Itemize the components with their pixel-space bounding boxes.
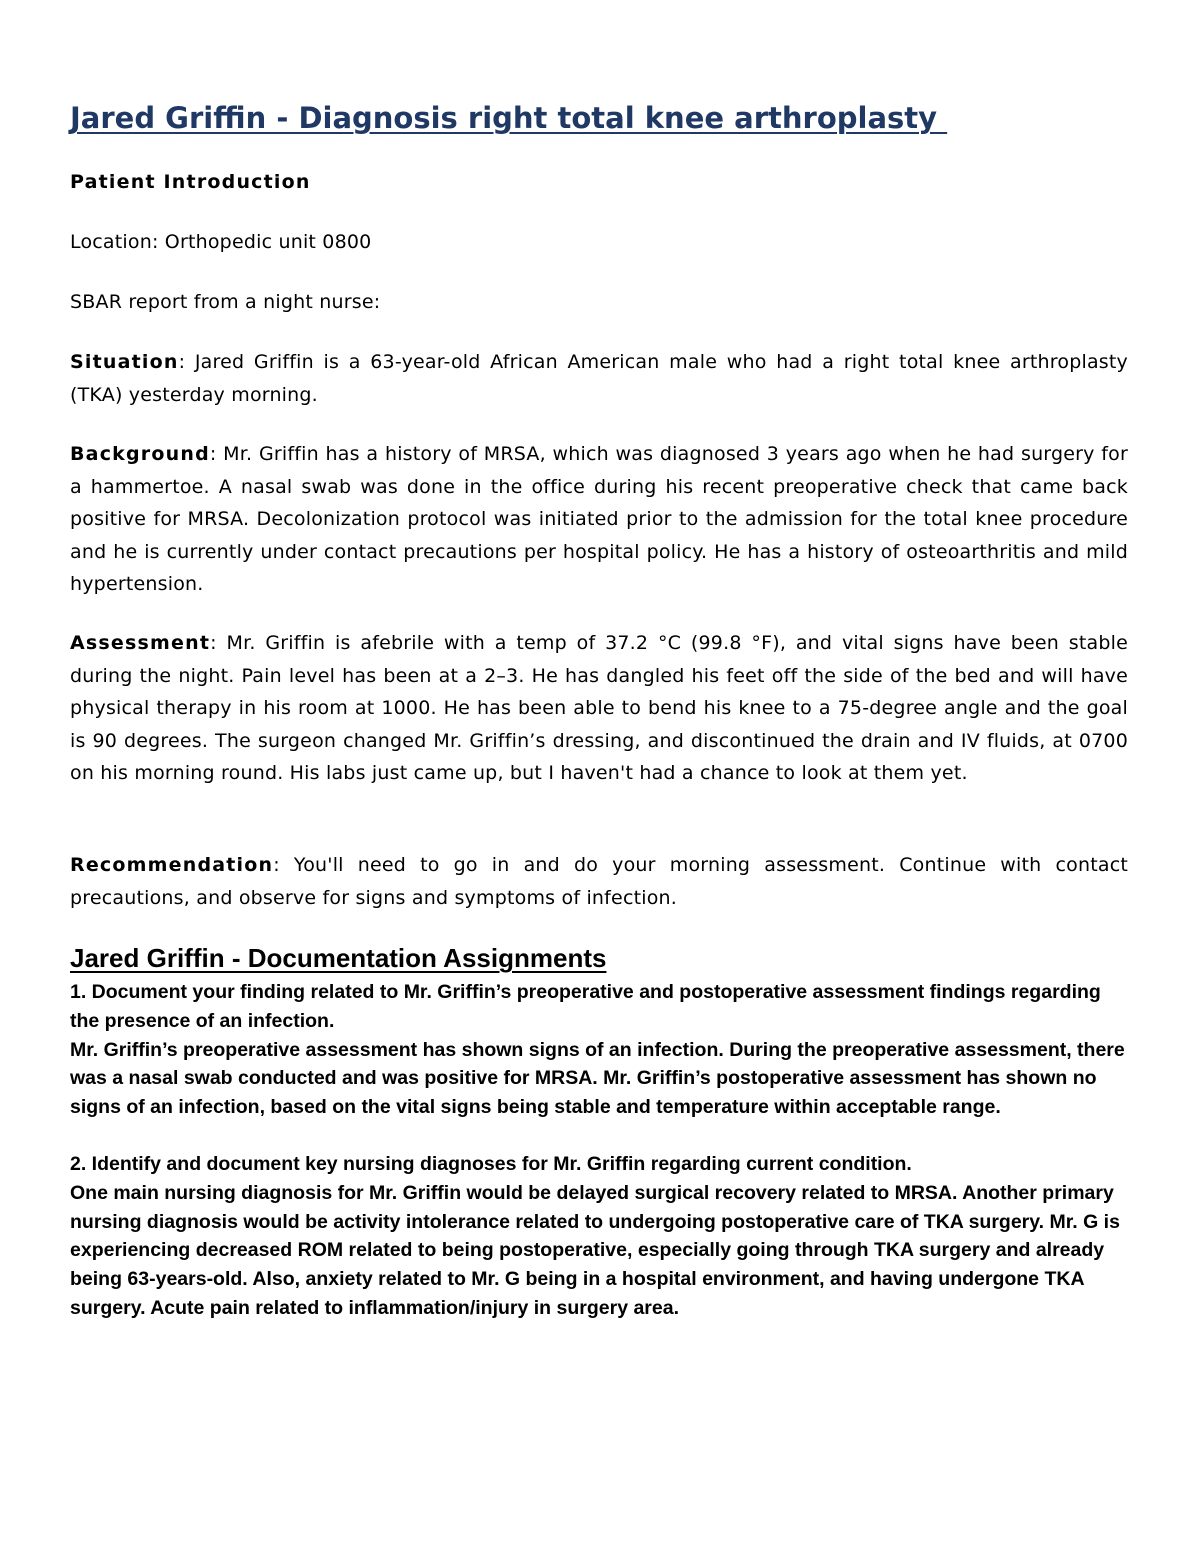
recommendation-text: : You'll need to go in and do your morning assessment. Continue with contact precautions, and observe for signs and symptoms of infection. <box>70 854 1128 909</box>
recommendation-label: Recommendation <box>70 854 274 876</box>
assessment-text: : Mr. Griffin is afebrile with a temp of 37.2 °C (99.8 °F), and vital signs have been stable during the night. Pain level has been at a 2–3. He has dangled his feet off the side of the bed and will have physical therapy in his room at 1000. He has been able to bend his knee to a 75-degree angle and the goal is 90 degrees. The surgeon changed Mr. Griffin’s dressing, and discontinued the drain and IV fluids, at 0700 on his morning round. His labs just came up, but I haven't had a chance to look at them yet. <box>70 632 1128 784</box>
assignment-answer-1: Mr. Griffin’s preoperative assessment has shown signs of an infection. During the preoperative assessment, there was a nasal swab conducted and was positive for MRSA. Mr. Griffin’s postoperative assessment has shown no signs of an infection, based on the vital signs being stable and temperature within acceptable range. <box>70 1038 1125 1119</box>
sbar-situation <box>70 346 1128 411</box>
assessment-label: Assessment <box>70 632 211 654</box>
assignment-question-1: 1. Document your finding related to Mr. Griffin’s preoperative and postoperative assessment findings regarding the presence of an infection. <box>70 981 1101 1032</box>
background-text: : Mr. Griffin has a history of MRSA, which was diagnosed 3 years ago when he had surgery for a hammertoe. A nasal swab was done in the office during his recent preoperative check that came back positive for MRSA. Decolonization protocol was initiated prior to the admission for the total knee procedure and he is currently under contact precautions per hospital policy. He has a history of osteoarthritis and mild hypertension. <box>70 443 1128 595</box>
assignment-question-2: 2. Identify and document key nursing diagnoses for Mr. Griffin regarding current condition. <box>70 1153 912 1175</box>
sbar-recommendation <box>70 849 1128 914</box>
document-title: Jared Griffin - Diagnosis right total knee arthroplasty <box>70 101 948 135</box>
background-label: Background <box>70 443 210 465</box>
situation-label: Situation <box>70 351 179 373</box>
situation-text: : Jared Griffin is a 63-year-old African American male who had a right total knee arthroplasty (TKA) yesterday morning. <box>70 351 1128 406</box>
assignments-heading: Jared Griffin - Documentation Assignments <box>70 943 607 973</box>
sbar-intro-line: SBAR report from a night nurse: <box>70 291 381 313</box>
sbar-assessment <box>70 627 1128 790</box>
patient-introduction-heading: Patient Introduction <box>70 171 311 193</box>
assignment-answer-2: One main nursing diagnosis for Mr. Griffin would be delayed surgical recovery related to MRSA. Another primary nursing diagnosis would be activity intolerance related to undergoing postoperative care of TKA surgery. Mr. G is experiencing decreased ROM related to being postoperative, especially going through TKA surgery and already being 63-years-old. Also, anxiety related to Mr. G being in a hospital environment, and having undergone TKA surgery. Acute pain related to inflammation/injury in surgery area. <box>70 1181 1120 1319</box>
assignment-item-2 <box>70 1150 1128 1323</box>
sbar-background <box>70 438 1128 601</box>
location-line: Location: Orthopedic unit 0800 <box>70 231 372 253</box>
assignment-item-1 <box>70 978 1128 1122</box>
